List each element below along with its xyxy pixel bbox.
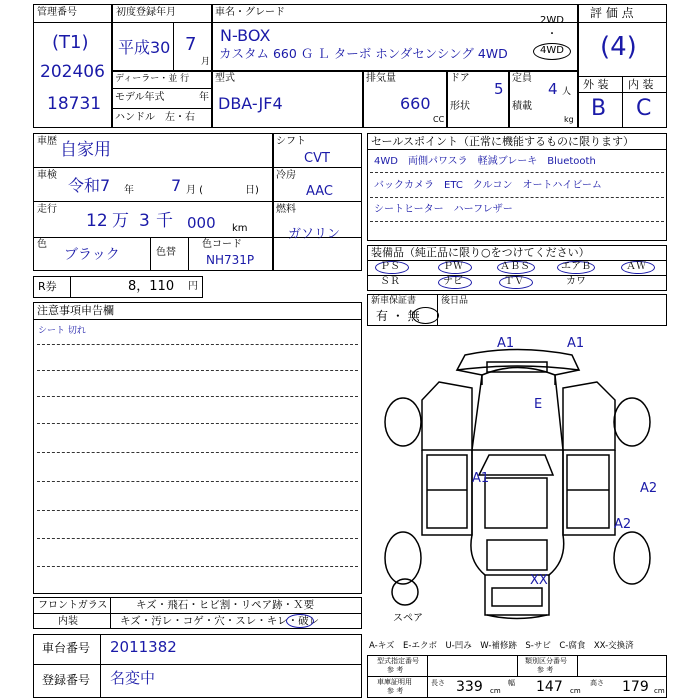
divider <box>272 167 362 168</box>
kanri-no1: 202406 <box>40 62 105 82</box>
dashed-line <box>370 197 664 198</box>
height-value: 179 <box>622 679 649 695</box>
recycle-label: R券 <box>38 280 57 293</box>
notes-label: 注意事項申告欄 <box>37 304 114 317</box>
dashed-line <box>37 510 358 511</box>
divider <box>367 676 667 677</box>
car-name: N-BOX <box>220 26 271 45</box>
length-unit: cm <box>490 687 501 695</box>
load-label: 積載 <box>512 101 532 112</box>
damage-mark-a2-rear-right: A2 <box>614 517 632 532</box>
divider <box>622 76 623 128</box>
displacement-value: 660 <box>400 94 431 113</box>
equip-navi: ナビ <box>443 276 463 287</box>
reg-label: 登録番号 <box>42 673 91 687</box>
damage-mark-a1-front-right: A1 <box>567 336 585 351</box>
divider <box>70 276 71 298</box>
chassis-label: 車台番号 <box>42 641 91 655</box>
reg-value: 名変中 <box>110 669 156 687</box>
interior-label: 内 装 <box>628 78 654 91</box>
notes-line-1: シート 切れ <box>38 326 86 336</box>
equip-abs: ＡＢＳ <box>500 261 530 272</box>
divider <box>211 22 577 23</box>
equip-airb: エアＢ <box>561 261 591 272</box>
damage-mark-a2-right: A2 <box>640 481 658 496</box>
damage-mark-a1-front-left: A1 <box>497 336 515 351</box>
backseat-label: 後日品 <box>441 296 469 306</box>
color-code-value: NH731P <box>206 253 255 267</box>
equip-sr: ＳＲ <box>380 276 400 287</box>
color-value: ブラック <box>64 247 120 263</box>
divider <box>272 133 274 271</box>
equip-ps: ＰＳ <box>380 261 400 272</box>
interior-grade: C <box>636 96 652 121</box>
width-label: 幅 <box>508 679 515 687</box>
divider <box>33 201 272 202</box>
divider <box>150 237 151 271</box>
divider <box>272 201 362 202</box>
front-glass-label: フロントガラス <box>38 600 108 611</box>
drive-2wd: 2WD <box>540 15 564 26</box>
type-spec-ref: 参 考 <box>387 666 404 674</box>
model-year-label: モデル年式 <box>115 92 165 103</box>
damage-mark-e-roof: E <box>534 397 543 412</box>
handle-label: ハンドル 左・右 <box>115 112 195 123</box>
shift-value: CVT <box>304 151 330 166</box>
class-label: 類別区分番号 <box>525 657 567 665</box>
sen-unit: 千 <box>156 211 173 231</box>
mileage-sen: 3 <box>139 211 150 231</box>
divider <box>577 92 667 93</box>
kanri-label: 管理番号 <box>37 7 77 18</box>
divider <box>33 664 362 665</box>
dashed-line <box>37 370 358 371</box>
equip-tv: ＴＶ <box>504 276 524 287</box>
drive-4wd: 4WD <box>540 45 564 56</box>
fuel-value: ガソリン <box>288 227 341 242</box>
yen-unit: 円 <box>188 281 198 292</box>
divider <box>437 294 438 326</box>
equip-pw: ＰＷ <box>443 261 463 272</box>
chassis-value: 2011382 <box>110 638 177 656</box>
car-diagram <box>367 330 667 630</box>
sales-line-2: バックカメラ ETC クルコン オートハイビーム <box>374 180 602 191</box>
front-glass-text: キズ・飛石・ヒビ割・リペア跡・Ｘ要 <box>136 599 315 611</box>
class-ref: 参 考 <box>537 666 554 674</box>
kanri-no2: 18731 <box>47 94 102 114</box>
divider <box>100 634 101 698</box>
dashed-line <box>37 344 358 345</box>
dashed-line <box>37 452 358 453</box>
year-unit: 年 <box>124 185 134 196</box>
divider <box>33 613 362 614</box>
divider <box>111 88 211 89</box>
divider <box>173 22 174 70</box>
type-value: DBA-JF4 <box>218 94 283 113</box>
divider <box>427 655 428 698</box>
km-unit: km <box>232 223 248 234</box>
interior-label: 内装 <box>58 616 78 627</box>
capacity-value: 4 <box>548 80 558 98</box>
name-label: 車名・グレード <box>215 7 285 18</box>
dealer-label: ディーラー・並 行 <box>115 74 190 84</box>
month-unit: 月 <box>201 57 211 67</box>
divider <box>33 167 272 168</box>
sales-line-1: 4WD 両側パワスラ 軽減ブレーキ Bluetooth <box>374 156 596 167</box>
history-label: 車歴 <box>37 136 57 147</box>
cc-unit: CC <box>433 115 445 124</box>
recycle-box <box>33 276 203 298</box>
notes-box <box>33 302 362 594</box>
warranty-none-circle <box>412 307 439 324</box>
inspection-label: 車検 <box>37 170 57 181</box>
divider <box>111 22 211 23</box>
damage-mark-xx-rear: XX <box>530 573 548 588</box>
mileage-label: 走行 <box>37 204 57 215</box>
divider <box>367 149 667 150</box>
shift-label: シフト <box>276 136 306 147</box>
score-value: (4) <box>600 32 637 62</box>
inspection-month: 7 <box>171 176 182 195</box>
width-value: 147 <box>536 679 563 695</box>
dashed-line <box>370 172 664 173</box>
exterior-grade: B <box>591 96 607 121</box>
dashed-line <box>37 396 358 397</box>
shodo-era: 平成30 <box>118 38 171 57</box>
exterior-label: 外 装 <box>583 78 609 91</box>
divider <box>508 70 510 128</box>
divider <box>517 655 518 676</box>
year-unit: 年 <box>199 92 209 103</box>
height-unit: cm <box>654 687 665 695</box>
type-spec-label: 型式指定番号 <box>377 657 419 665</box>
grade: カスタム 660 Ｇ Ｌ ターボ ホンダセンシング 4WD <box>219 46 508 61</box>
shape-label: 形状 <box>450 101 470 112</box>
shodo-month: 7 <box>185 34 197 55</box>
mileage-rest: 000 <box>187 214 216 232</box>
repaint-label: 色替 <box>156 247 176 258</box>
dashed-line <box>37 538 358 539</box>
damage-mark-a1-left: A1 <box>472 471 490 486</box>
damage-legend: A-キズ E-エクボ U-凹み W-補修跡 S-サビ C-腐食 XX-交換済 <box>369 641 634 651</box>
equip-leather: カワ <box>566 276 586 287</box>
mileage-man: 12 <box>86 211 108 231</box>
dashed-line <box>370 221 664 222</box>
equip-aw: ＡＷ <box>626 261 646 272</box>
width-unit: cm <box>570 687 581 695</box>
divider <box>577 655 578 676</box>
month-unit: 月 ( <box>186 185 204 196</box>
color-label: 色 <box>37 239 47 250</box>
kg-unit: kg <box>564 115 574 124</box>
kanri-lot: (T1) <box>52 32 89 53</box>
capacity-label: 定員 <box>512 73 532 84</box>
dashed-line <box>37 481 358 482</box>
dashed-line <box>37 566 358 567</box>
displacement-label: 排気量 <box>366 73 396 84</box>
ac-label: 冷房 <box>276 170 296 181</box>
recycle-value: 8，110 <box>128 279 175 294</box>
divider <box>577 22 667 23</box>
height-label: 高さ <box>590 679 604 687</box>
interior-kire-circle <box>286 614 314 628</box>
type-label: 型式 <box>215 73 235 84</box>
interior-text: キズ・汚レ・コゲ・穴・スレ・キレ・破レ <box>120 615 320 627</box>
man-unit: 万 <box>112 211 129 231</box>
score-label: 評 価 点 <box>590 6 634 20</box>
divider <box>33 22 111 23</box>
divider <box>111 108 211 109</box>
divider <box>33 319 362 320</box>
dashed-line <box>37 423 358 424</box>
ac-value: AAC <box>306 184 333 199</box>
length-value: 339 <box>456 679 483 695</box>
warranty-options: 有 ・ 無 <box>376 309 420 323</box>
door-value: 5 <box>494 80 504 98</box>
divider <box>362 70 364 128</box>
sales-points-label: セールスポイント（正常に機能するものに限ります） <box>371 135 635 148</box>
equipment-label: 装備品（純正品に限り○をつけてください） <box>371 246 590 259</box>
divider <box>446 70 448 128</box>
history-value: 自家用 <box>60 140 111 160</box>
shodo-label: 初度登録年月 <box>116 7 176 18</box>
door-label: ドア <box>450 73 470 84</box>
spare-label: スペア <box>393 613 423 624</box>
color-code-label: 色コード <box>202 239 242 250</box>
drive-dot: ・ <box>547 29 557 40</box>
warranty-label: 新車保証書 <box>371 296 417 306</box>
cert-label: 車庫証明用 <box>377 678 412 686</box>
sales-line-3: シートヒーター ハーフレザー <box>374 204 513 215</box>
person-unit: 人 <box>562 87 572 97</box>
fuel-label: 燃料 <box>276 204 296 215</box>
cert-ref: 参 考 <box>387 687 404 695</box>
day-unit: 日) <box>245 185 259 196</box>
length-label: 長さ <box>431 679 445 687</box>
divider <box>188 237 189 271</box>
inspection-era: 令和7 <box>68 176 111 195</box>
